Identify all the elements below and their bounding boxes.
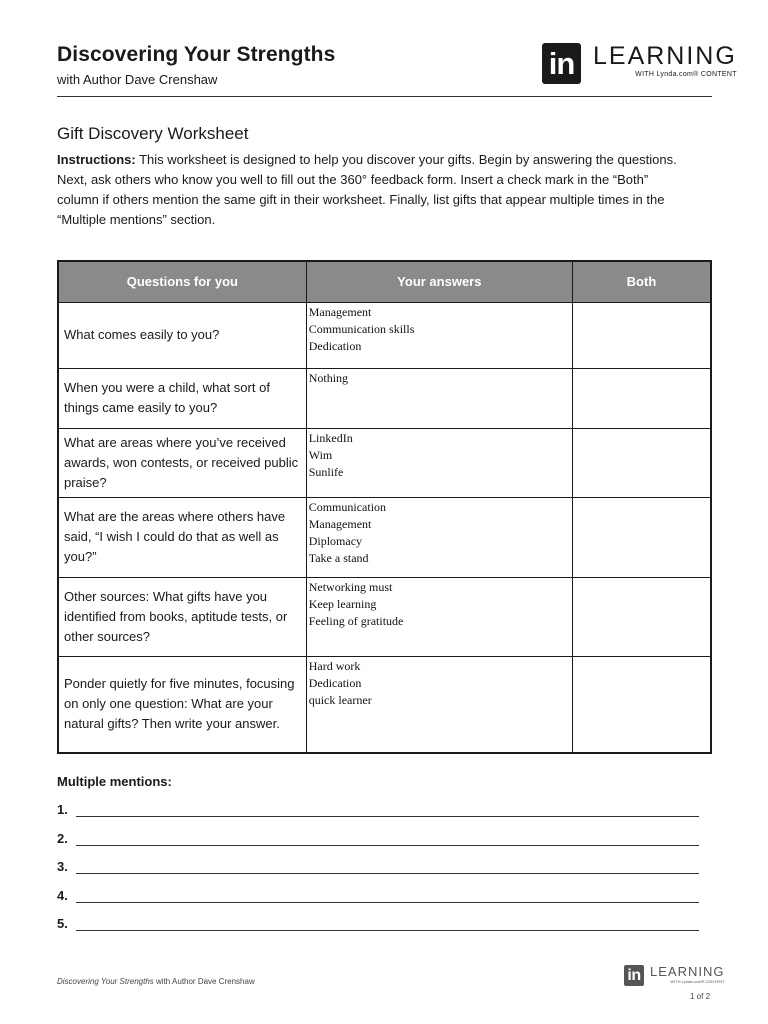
logo-word: LEARNING <box>593 42 737 70</box>
page-subtitle: with Author Dave Crenshaw <box>57 72 218 87</box>
answer-line: quick learner <box>308 692 372 707</box>
answer-line: Management <box>308 516 372 531</box>
footer-course-title: Discovering Your Strengths <box>57 977 154 986</box>
answer-line: Communication <box>308 499 387 514</box>
both-cell[interactable] <box>572 656 711 753</box>
both-cell[interactable] <box>572 497 711 577</box>
question-cell: When you were a child, what sort of things came easily to you? <box>58 368 306 428</box>
multiple-mention-row <box>57 916 699 936</box>
multiple-mentions-label: Multiple mentions: <box>57 774 172 789</box>
answer-line: Feeling of gratitude <box>308 613 404 628</box>
linkedin-in-icon: in <box>542 43 581 84</box>
page-title: Discovering Your Strengths <box>57 43 336 66</box>
linkedin-learning-logo <box>542 43 737 85</box>
both-cell[interactable] <box>572 302 711 368</box>
question-cell: Other sources: What gifts have you identified from books, aptitude tests, or other sources? <box>58 577 306 656</box>
mention-number: 5. <box>57 916 68 931</box>
mention-number: 1. <box>57 802 68 817</box>
footer-in-icon: in <box>624 965 644 986</box>
footer-course <box>57 977 255 986</box>
logo-subtext: WITH Lynda.com® CONTENT <box>635 71 737 78</box>
footer-course-author: with Author Dave Crenshaw <box>153 977 255 986</box>
multiple-mention-row <box>57 859 699 879</box>
table-row <box>58 302 711 368</box>
instructions-text: This worksheet is designed to help you discover your gifts. Begin by answering the questions. Next, ask others who know you well to fill out the 360° feedback form. Insert a check mark in the “Both” column if others mention the same gift in their worksheet. Finally, list gifts that appear multiple times in the “Multiple mentions” section. <box>57 152 677 227</box>
answer-line: Dedication <box>308 675 362 690</box>
footer-logo-word: LEARNING <box>650 964 725 979</box>
answer-line: Dedication <box>308 338 362 353</box>
answer-cell[interactable] <box>306 497 572 577</box>
mention-number: 2. <box>57 831 68 846</box>
mention-write-line[interactable] <box>76 816 699 817</box>
answer-line: Wim <box>308 447 333 462</box>
answer-line: Nothing <box>308 370 349 385</box>
instructions <box>57 150 677 230</box>
mention-write-line[interactable] <box>76 930 699 931</box>
answer-cell[interactable] <box>306 577 572 656</box>
answer-cell[interactable] <box>306 428 572 497</box>
page-number: 1 of 2 <box>690 992 711 1001</box>
multiple-mention-row <box>57 802 699 822</box>
both-cell[interactable] <box>572 428 711 497</box>
answer-line: Keep learning <box>308 596 377 611</box>
mention-write-line[interactable] <box>76 902 699 903</box>
table-row <box>58 368 711 428</box>
header-both: Both <box>572 261 711 302</box>
answer-line: Networking must <box>308 579 393 594</box>
answer-cell[interactable] <box>306 302 572 368</box>
answer-line: Sunlife <box>308 464 344 479</box>
mention-number: 3. <box>57 859 68 874</box>
worksheet-table <box>57 260 712 754</box>
answer-cell[interactable] <box>306 368 572 428</box>
worksheet-title: Gift Discovery Worksheet <box>57 124 249 143</box>
multiple-mention-row <box>57 831 699 851</box>
mention-write-line[interactable] <box>76 845 699 846</box>
table-row <box>58 428 711 497</box>
question-cell: Ponder quietly for five minutes, focusing on only one question: What are your natural gifts? Then write your answer. <box>58 656 306 753</box>
footer-logo-subtext: WITH Lynda.com® CONTENT <box>670 979 725 984</box>
header-divider <box>57 96 712 97</box>
table-row <box>58 577 711 656</box>
question-cell: What comes easily to you? <box>58 302 306 368</box>
header-questions: Questions for you <box>58 261 306 302</box>
mention-number: 4. <box>57 888 68 903</box>
answer-line: Diplomacy <box>308 533 363 548</box>
both-cell[interactable] <box>572 577 711 656</box>
table-row <box>58 656 711 753</box>
table-header-row <box>58 261 711 302</box>
mention-write-line[interactable] <box>76 873 699 874</box>
answer-line: Communication skills <box>308 321 415 336</box>
instructions-label: Instructions: <box>57 152 136 167</box>
question-cell: What are the areas where others have said, “I wish I could do that as well as you?” <box>58 497 306 577</box>
question-cell: What are areas where you’ve received awards, won contests, or received public praise? <box>58 428 306 497</box>
both-cell[interactable] <box>572 368 711 428</box>
multiple-mention-row <box>57 888 699 908</box>
answer-line: LinkedIn <box>308 430 353 445</box>
answer-cell[interactable] <box>306 656 572 753</box>
header-answers: Your answers <box>306 261 572 302</box>
answer-line: Management <box>308 304 372 319</box>
answer-line: Take a stand <box>308 550 369 565</box>
table-row <box>58 497 711 577</box>
footer-logo <box>624 965 724 986</box>
answer-line: Hard work <box>308 658 361 673</box>
